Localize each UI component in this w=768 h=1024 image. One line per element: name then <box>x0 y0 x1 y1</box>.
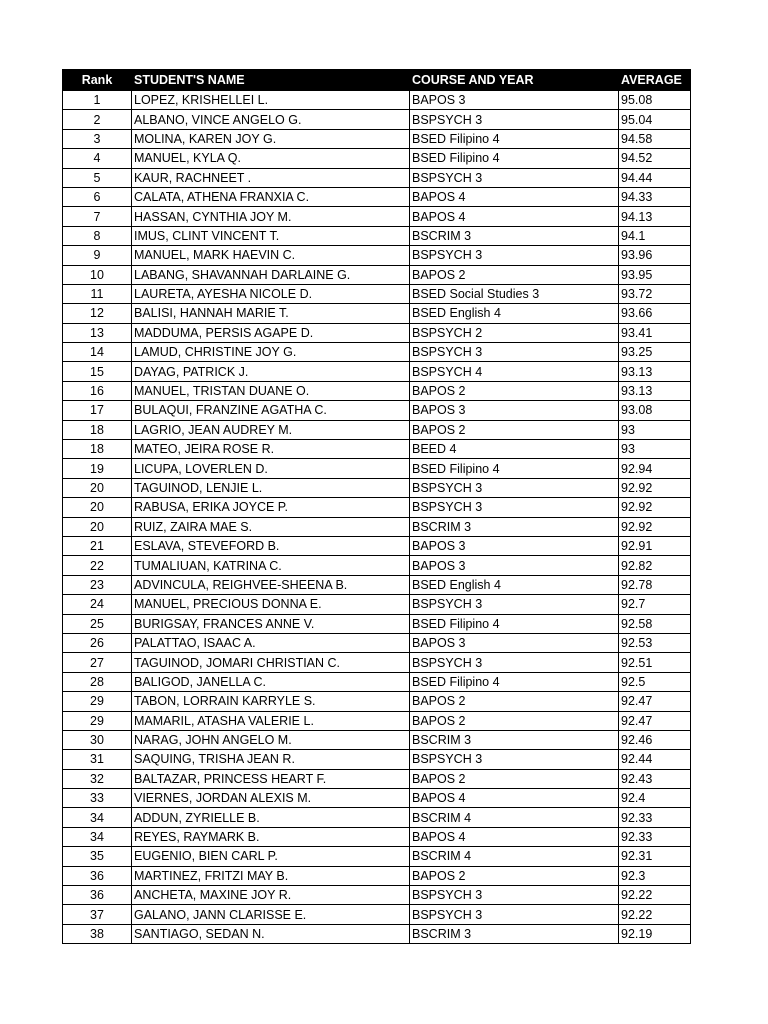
course-cell: BSPSYCH 4 <box>410 362 619 381</box>
table-row <box>63 284 691 303</box>
average-cell: 92.3 <box>619 866 691 885</box>
average-cell: 94.33 <box>619 187 691 206</box>
table-row <box>63 401 691 420</box>
rank-cell: 20 <box>63 498 132 517</box>
average-cell: 94.58 <box>619 129 691 148</box>
course-cell: BSED Filipino 4 <box>410 672 619 691</box>
rank-cell: 24 <box>63 595 132 614</box>
rank-cell: 16 <box>63 381 132 400</box>
course-cell: BSED English 4 <box>410 575 619 594</box>
average-cell: 92.47 <box>619 692 691 711</box>
rank-cell: 21 <box>63 536 132 555</box>
table-row <box>63 595 691 614</box>
table-row <box>63 711 691 730</box>
name-cell: ADDUN, ZYRIELLE B. <box>132 808 410 827</box>
rank-cell: 35 <box>63 847 132 866</box>
course-cell: BSPSYCH 3 <box>410 750 619 769</box>
average-cell: 93.13 <box>619 362 691 381</box>
name-cell: MATEO, JEIRA ROSE R. <box>132 440 410 459</box>
rank-cell: 5 <box>63 168 132 187</box>
average-cell: 92.33 <box>619 808 691 827</box>
name-cell: ANCHETA, MAXINE JOY R. <box>132 886 410 905</box>
rank-cell: 8 <box>63 226 132 245</box>
name-cell: NARAG, JOHN ANGELO M. <box>132 730 410 749</box>
average-cell: 94.1 <box>619 226 691 245</box>
rank-cell: 11 <box>63 284 132 303</box>
course-cell: BSPSYCH 3 <box>410 246 619 265</box>
course-cell: BSED English 4 <box>410 304 619 323</box>
rank-header: Rank <box>63 70 132 91</box>
table-row <box>63 536 691 555</box>
header-row <box>63 70 691 91</box>
course-cell: BAPOS 3 <box>410 556 619 575</box>
average-cell: 93.08 <box>619 401 691 420</box>
table-row <box>63 187 691 206</box>
average-cell: 93.41 <box>619 323 691 342</box>
table-row <box>63 246 691 265</box>
name-cell: TAGUINOD, LENJIE L. <box>132 478 410 497</box>
table-header <box>63 70 691 91</box>
table-row <box>63 633 691 652</box>
name-cell: BALIGOD, JANELLA C. <box>132 672 410 691</box>
name-cell: LAURETA, AYESHA NICOLE D. <box>132 284 410 303</box>
course-cell: BSPSYCH 3 <box>410 110 619 129</box>
table-row <box>63 924 691 943</box>
average-cell: 92.78 <box>619 575 691 594</box>
name-cell: LOPEZ, KRISHELLEI L. <box>132 91 410 110</box>
table-row <box>63 808 691 827</box>
average-cell: 92.46 <box>619 730 691 749</box>
table-row <box>63 362 691 381</box>
name-cell: SANTIAGO, SEDAN N. <box>132 924 410 943</box>
average-cell: 94.13 <box>619 207 691 226</box>
name-cell: EUGENIO, BIEN CARL P. <box>132 847 410 866</box>
course-cell: BAPOS 2 <box>410 420 619 439</box>
name-cell: BURIGSAY, FRANCES ANNE V. <box>132 614 410 633</box>
table-row <box>63 575 691 594</box>
average-cell: 92.22 <box>619 886 691 905</box>
course-cell: BAPOS 2 <box>410 711 619 730</box>
table-row <box>63 207 691 226</box>
rank-cell: 9 <box>63 246 132 265</box>
rank-cell: 18 <box>63 440 132 459</box>
average-cell: 93 <box>619 420 691 439</box>
table-row <box>63 866 691 885</box>
table-row <box>63 459 691 478</box>
course-cell: BSPSYCH 3 <box>410 478 619 497</box>
name-cell: MADDUMA, PERSIS AGAPE D. <box>132 323 410 342</box>
average-cell: 92.43 <box>619 769 691 788</box>
rank-cell: 2 <box>63 110 132 129</box>
table-row <box>63 343 691 362</box>
course-cell: BSED Filipino 4 <box>410 459 619 478</box>
course-cell: BAPOS 2 <box>410 381 619 400</box>
rank-cell: 36 <box>63 866 132 885</box>
course-cell: BSPSYCH 3 <box>410 653 619 672</box>
rank-cell: 12 <box>63 304 132 323</box>
rank-cell: 26 <box>63 633 132 652</box>
course-cell: BAPOS 3 <box>410 536 619 555</box>
name-cell: MANUEL, KYLA Q. <box>132 149 410 168</box>
name-cell: MANUEL, PRECIOUS DONNA E. <box>132 595 410 614</box>
name-cell: LAMUD, CHRISTINE JOY G. <box>132 343 410 362</box>
average-cell: 93.72 <box>619 284 691 303</box>
average-cell: 92.94 <box>619 459 691 478</box>
rank-cell: 27 <box>63 653 132 672</box>
table-row <box>63 304 691 323</box>
average-cell: 95.08 <box>619 91 691 110</box>
name-cell: ADVINCULA, REIGHVEE-SHEENA B. <box>132 575 410 594</box>
rank-cell: 20 <box>63 478 132 497</box>
rank-cell: 4 <box>63 149 132 168</box>
course-cell: BSCRIM 3 <box>410 730 619 749</box>
rank-cell: 29 <box>63 711 132 730</box>
course-cell: BSPSYCH 3 <box>410 905 619 924</box>
name-cell: LABANG, SHAVANNAH DARLAINE G. <box>132 265 410 284</box>
average-cell: 94.44 <box>619 168 691 187</box>
course-cell: BAPOS 4 <box>410 827 619 846</box>
course-cell: BSPSYCH 3 <box>410 886 619 905</box>
course-cell: BAPOS 4 <box>410 789 619 808</box>
rank-cell: 37 <box>63 905 132 924</box>
table-row <box>63 750 691 769</box>
rank-cell: 30 <box>63 730 132 749</box>
average-cell: 92.33 <box>619 827 691 846</box>
ranking-table <box>62 69 691 944</box>
course-cell: BAPOS 2 <box>410 866 619 885</box>
rank-cell: 28 <box>63 672 132 691</box>
name-cell: ESLAVA, STEVEFORD B. <box>132 536 410 555</box>
average-cell: 93 <box>619 440 691 459</box>
average-cell: 93.95 <box>619 265 691 284</box>
table-row <box>63 498 691 517</box>
course-cell: BSCRIM 3 <box>410 517 619 536</box>
name-cell: BALTAZAR, PRINCESS HEART F. <box>132 769 410 788</box>
ranking-sheet <box>62 69 690 944</box>
table-row <box>63 653 691 672</box>
rank-cell: 7 <box>63 207 132 226</box>
rank-cell: 3 <box>63 129 132 148</box>
course-cell: BSPSYCH 3 <box>410 168 619 187</box>
rank-cell: 36 <box>63 886 132 905</box>
average-cell: 92.92 <box>619 498 691 517</box>
table-row <box>63 730 691 749</box>
course-cell: BSED Social Studies 3 <box>410 284 619 303</box>
rank-cell: 18 <box>63 420 132 439</box>
table-row <box>63 265 691 284</box>
average-cell: 92.5 <box>619 672 691 691</box>
rank-cell: 29 <box>63 692 132 711</box>
table-row <box>63 91 691 110</box>
name-cell: RUIZ, ZAIRA MAE S. <box>132 517 410 536</box>
rank-cell: 34 <box>63 827 132 846</box>
rank-cell: 31 <box>63 750 132 769</box>
table-row <box>63 440 691 459</box>
course-cell: BSCRIM 4 <box>410 808 619 827</box>
rank-cell: 1 <box>63 91 132 110</box>
rank-cell: 25 <box>63 614 132 633</box>
average-cell: 93.96 <box>619 246 691 265</box>
rank-cell: 15 <box>63 362 132 381</box>
name-cell: VIERNES, JORDAN ALEXIS M. <box>132 789 410 808</box>
average-cell: 95.04 <box>619 110 691 129</box>
course-header: COURSE AND YEAR <box>410 70 619 91</box>
name-cell: MANUEL, TRISTAN DUANE O. <box>132 381 410 400</box>
table-row <box>63 129 691 148</box>
rank-cell: 6 <box>63 187 132 206</box>
average-cell: 92.92 <box>619 478 691 497</box>
average-cell: 93.66 <box>619 304 691 323</box>
average-cell: 92.7 <box>619 595 691 614</box>
average-cell: 92.82 <box>619 556 691 575</box>
table-row <box>63 478 691 497</box>
table-row <box>63 614 691 633</box>
table-row <box>63 827 691 846</box>
name-cell: KAUR, RACHNEET . <box>132 168 410 187</box>
course-cell: BSED Filipino 4 <box>410 614 619 633</box>
average-cell: 92.58 <box>619 614 691 633</box>
average-cell: 92.53 <box>619 633 691 652</box>
table-row <box>63 381 691 400</box>
rank-cell: 10 <box>63 265 132 284</box>
average-cell: 92.19 <box>619 924 691 943</box>
name-cell: HASSAN, CYNTHIA JOY M. <box>132 207 410 226</box>
course-cell: BAPOS 2 <box>410 265 619 284</box>
rank-cell: 34 <box>63 808 132 827</box>
table-row <box>63 517 691 536</box>
table-body <box>63 91 691 944</box>
rank-cell: 22 <box>63 556 132 575</box>
course-cell: BSPSYCH 2 <box>410 323 619 342</box>
name-cell: REYES, RAYMARK B. <box>132 827 410 846</box>
course-cell: BAPOS 4 <box>410 207 619 226</box>
table-row <box>63 226 691 245</box>
average-cell: 92.51 <box>619 653 691 672</box>
course-cell: BSPSYCH 3 <box>410 343 619 362</box>
course-cell: BSPSYCH 3 <box>410 498 619 517</box>
course-cell: BAPOS 2 <box>410 769 619 788</box>
average-cell: 92.91 <box>619 536 691 555</box>
average-cell: 92.22 <box>619 905 691 924</box>
rank-cell: 19 <box>63 459 132 478</box>
rank-cell: 13 <box>63 323 132 342</box>
rank-cell: 32 <box>63 769 132 788</box>
rank-cell: 20 <box>63 517 132 536</box>
course-cell: BSCRIM 3 <box>410 226 619 245</box>
course-cell: BEED 4 <box>410 440 619 459</box>
name-cell: CALATA, ATHENA FRANXIA C. <box>132 187 410 206</box>
table-row <box>63 149 691 168</box>
average-cell: 92.44 <box>619 750 691 769</box>
average-cell: 92.92 <box>619 517 691 536</box>
table-row <box>63 420 691 439</box>
name-cell: ALBANO, VINCE ANGELO G. <box>132 110 410 129</box>
name-cell: SAQUING, TRISHA JEAN R. <box>132 750 410 769</box>
average-cell: 93.25 <box>619 343 691 362</box>
table-row <box>63 672 691 691</box>
course-cell: BSED Filipino 4 <box>410 129 619 148</box>
name-cell: BALISI, HANNAH MARIE T. <box>132 304 410 323</box>
course-cell: BAPOS 3 <box>410 633 619 652</box>
name-cell: MANUEL, MARK HAEVIN C. <box>132 246 410 265</box>
average-cell: 92.47 <box>619 711 691 730</box>
course-cell: BAPOS 4 <box>410 187 619 206</box>
average-cell: 92.4 <box>619 789 691 808</box>
name-cell: TUMALIUAN, KATRINA C. <box>132 556 410 575</box>
table-row <box>63 110 691 129</box>
table-row <box>63 769 691 788</box>
course-cell: BSCRIM 4 <box>410 847 619 866</box>
name-cell: BULAQUI, FRANZINE AGATHA C. <box>132 401 410 420</box>
course-cell: BAPOS 3 <box>410 91 619 110</box>
name-cell: MOLINA, KAREN JOY G. <box>132 129 410 148</box>
course-cell: BSPSYCH 3 <box>410 595 619 614</box>
name-cell: TABON, LORRAIN KARRYLE S. <box>132 692 410 711</box>
rank-cell: 17 <box>63 401 132 420</box>
table-row <box>63 847 691 866</box>
name-cell: PALATTAO, ISAAC A. <box>132 633 410 652</box>
name-cell: MAMARIL, ATASHA VALERIE L. <box>132 711 410 730</box>
average-cell: 94.52 <box>619 149 691 168</box>
average-header: AVERAGE <box>619 70 691 91</box>
name-cell: LAGRIO, JEAN AUDREY M. <box>132 420 410 439</box>
name-cell: LICUPA, LOVERLEN D. <box>132 459 410 478</box>
name-cell: DAYAG, PATRICK J. <box>132 362 410 381</box>
rank-cell: 14 <box>63 343 132 362</box>
name-cell: TAGUINOD, JOMARI CHRISTIAN C. <box>132 653 410 672</box>
rank-cell: 33 <box>63 789 132 808</box>
name-cell: IMUS, CLINT VINCENT T. <box>132 226 410 245</box>
name-cell: GALANO, JANN CLARISSE E. <box>132 905 410 924</box>
table-row <box>63 168 691 187</box>
rank-cell: 38 <box>63 924 132 943</box>
name-cell: MARTINEZ, FRITZI MAY B. <box>132 866 410 885</box>
table-row <box>63 789 691 808</box>
course-cell: BAPOS 3 <box>410 401 619 420</box>
course-cell: BSED Filipino 4 <box>410 149 619 168</box>
average-cell: 92.31 <box>619 847 691 866</box>
course-cell: BSCRIM 3 <box>410 924 619 943</box>
average-cell: 93.13 <box>619 381 691 400</box>
name-cell: RABUSA, ERIKA JOYCE P. <box>132 498 410 517</box>
course-cell: BAPOS 2 <box>410 692 619 711</box>
rank-cell: 23 <box>63 575 132 594</box>
table-row <box>63 905 691 924</box>
name-header: STUDENT'S NAME <box>132 70 410 91</box>
table-row <box>63 556 691 575</box>
table-row <box>63 886 691 905</box>
table-row <box>63 323 691 342</box>
table-row <box>63 692 691 711</box>
